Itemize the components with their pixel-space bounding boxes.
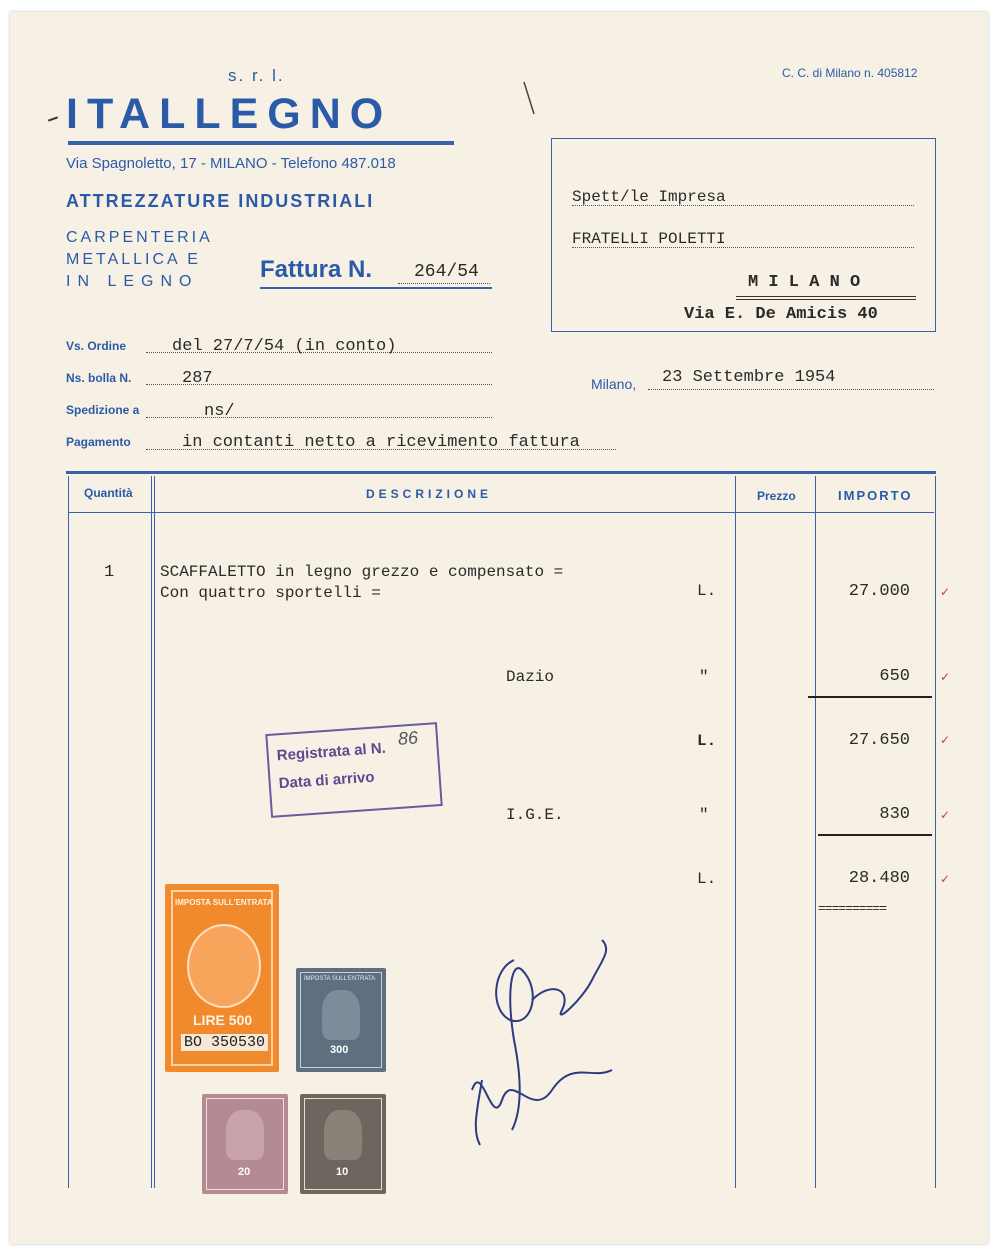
invoice-label: Fattura N.: [260, 256, 373, 283]
invoice-date: 23 Settembre 1954: [662, 368, 836, 387]
col-divider-1b: [154, 476, 155, 1188]
row-unit: L.: [697, 732, 717, 750]
total-rule: [818, 834, 932, 836]
check-mark-icon: ✓: [940, 585, 951, 599]
revenue-stamp-10: [300, 1094, 386, 1194]
invoice-number: 264/54: [414, 262, 479, 282]
item-desc-line1: SCAFFALETTO in legno grezzo e compensato =: [160, 563, 564, 581]
service-line-1: CARPENTERIA: [66, 229, 213, 246]
register-stamp: [265, 722, 442, 818]
recipient-city-underline: [736, 296, 916, 300]
item-qty: 1: [104, 563, 115, 582]
table-header-rule: [68, 512, 934, 513]
recipient-name-dots: [572, 247, 914, 248]
col-divider-3: [815, 476, 816, 1188]
pen-mark-icon: [520, 80, 540, 120]
header-importo: IMPORTO: [838, 488, 913, 503]
spedizione-label: Spedizione a: [66, 403, 140, 417]
spedizione-value: ns/: [204, 402, 235, 421]
bolla-value: 287: [182, 369, 213, 388]
item-desc-line2: Con quattro sportelli =: [160, 584, 381, 602]
row-amount: 28.480: [848, 869, 910, 888]
company-tagline: ATTREZZATURE INDUSTRIALI: [66, 191, 375, 211]
ordine-value: del 27/7/54 (in conto): [172, 337, 397, 356]
col-divider-2: [735, 476, 736, 1188]
date-dots: [648, 389, 934, 390]
row-unit: L.: [697, 870, 717, 888]
final-double-rule: ==========: [818, 901, 887, 916]
company-name: ITALLEGNO: [66, 90, 393, 138]
header-prezzo: Prezzo: [757, 489, 796, 503]
row-amount: 27.000: [848, 582, 910, 601]
stamp-mid-top: IMPOSTA SULL'ENTRATA: [304, 976, 376, 982]
row-amount: 27.650: [848, 731, 910, 750]
stamp-small1-value: 20: [238, 1166, 251, 1178]
check-mark-icon: ✓: [940, 670, 951, 684]
recipient-line1: Spett/le Impresa: [572, 188, 726, 206]
recipient-name: FRATELLI POLETTI: [572, 230, 726, 248]
bolla-label: Ns. bolla N.: [66, 371, 132, 385]
row-unit: L.: [697, 582, 717, 600]
company-type: s. r. l.: [228, 66, 285, 85]
row-amount: 830: [879, 805, 910, 824]
pagamento-value: in contanti netto a ricevimento fattura: [182, 433, 580, 452]
recipient-city: M I L A N O: [748, 273, 861, 292]
stamp-top-text: IMPOSTA SULL'ENTRATA: [175, 898, 273, 907]
col-divider-1: [151, 476, 152, 1188]
revenue-stamp-500: [165, 884, 279, 1072]
signature-scribble: [462, 930, 632, 1160]
recipient-street: Via E. De Amicis 40: [684, 305, 878, 324]
company-underline: [68, 141, 454, 145]
invoice-underline: [260, 287, 492, 289]
spedizione-dots: [146, 417, 492, 418]
check-mark-icon: ✓: [940, 733, 951, 747]
row-amount: 650: [879, 667, 910, 686]
stamp-serial: BO 350530: [181, 1034, 268, 1051]
company-address: Via Spagnoletto, 17 - MILANO - Telefono 487.018: [66, 155, 396, 172]
ordine-label: Vs. Ordine: [66, 339, 127, 353]
service-line-3: IN LEGNO: [66, 273, 199, 290]
service-line-2: METALLICA E: [66, 251, 201, 268]
header-quantita: Quantità: [84, 486, 133, 500]
pagamento-label: Pagamento: [66, 435, 131, 449]
place-label: Milano,: [591, 376, 637, 392]
row-unit: ": [699, 806, 709, 824]
revenue-stamp-20: [202, 1094, 288, 1194]
row-label: Dazio: [506, 668, 555, 686]
register-line1: Registrata al N.: [276, 739, 387, 765]
register-number: 86: [397, 727, 419, 749]
subtotal-rule: [808, 696, 932, 698]
invoice-dots: [398, 283, 490, 284]
check-mark-icon: ✓: [940, 808, 951, 822]
register-line2: Data di arrivo: [278, 768, 376, 793]
stamp-mid-value: 300: [330, 1044, 349, 1056]
stamp-value-text: LIRE 500: [193, 1012, 253, 1028]
row-label: I.G.E.: [506, 806, 564, 824]
table-top-rule: [66, 471, 936, 474]
recipient-line1-dots: [572, 205, 914, 206]
cc-number: C. C. di Milano n. 405812: [782, 66, 918, 80]
check-mark-icon: ✓: [940, 872, 951, 886]
header-descrizione: DESCRIZIONE: [366, 487, 493, 501]
revenue-stamp-300: [296, 968, 386, 1072]
stamp-small2-value: 10: [336, 1166, 349, 1178]
row-unit: ": [699, 668, 709, 686]
